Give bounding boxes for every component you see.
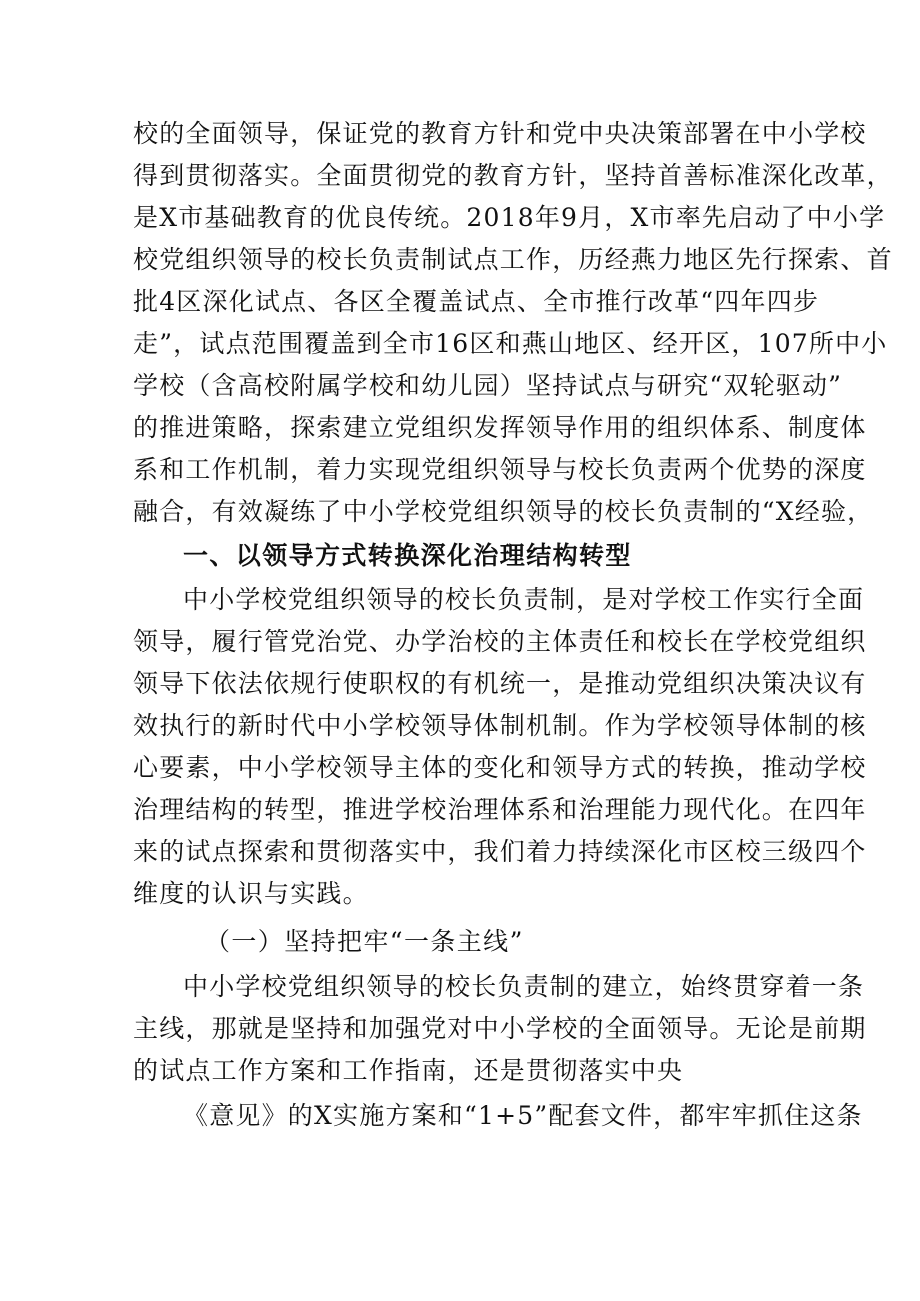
- paragraph-line: 学校（含高校附属学校和幼儿园）坚持试点与研究“双轮驱动”: [133, 371, 843, 400]
- paragraph-line: 中小学校党组织领导的校长负责制，是对学校工作实行全面: [183, 585, 865, 614]
- paragraph-line: 校党组织领导的校长负责制试点工作，历经燕力地区先行探索、首: [133, 245, 893, 274]
- paragraph-line: 主线，那就是坚持和加强党对中小学校的全面领导。无论是前期: [133, 1014, 867, 1043]
- paragraph-line: 走”，试点范围覆盖到全市16区和燕山地区、经开区，107所中小: [133, 329, 888, 358]
- paragraph-line: 领导，履行管党治党、办学治校的主体责任和校长在学校党组织: [133, 627, 867, 656]
- paragraph-line: 中小学校党组织领导的校长负责制的建立，始终贯穿着一条: [183, 972, 865, 1001]
- paragraph-line: 融合，有效凝练了中小学校党组织领导的校长负责制的“X经验，: [133, 497, 874, 526]
- section-heading: 一、以领导方式转换深化治理结构转型: [183, 541, 632, 570]
- paragraph-line: 是X市基础教育的优良传统。2018年9月，X市率先启动了中小学: [133, 203, 886, 232]
- paragraph-line: 得到贯彻落实。全面贯彻党的教育方针，坚持首善标准深化改革，: [133, 161, 893, 190]
- paragraph-line: 领导下依法依规行使职权的有机统一，是推动党组织决策决议有: [133, 669, 867, 698]
- paragraph-line: 维度的认识与实践。: [133, 879, 369, 908]
- subsection-heading: （一）坚持把牢“一条主线”: [205, 927, 524, 956]
- paragraph-line: 的推进策略，探索建立党组织发挥领导作用的组织体系、制度体: [133, 413, 867, 442]
- paragraph-line: 校的全面领导，保证党的教育方针和党中央决策部署在中小学校: [133, 119, 867, 148]
- paragraph-line: 《意见》的X实施方案和“1+5”配套文件，都牢牢抓住这条: [183, 1101, 863, 1130]
- paragraph-line: 系和工作机制，着力实现党组织领导与校长负责两个优势的深度: [133, 455, 867, 484]
- paragraph-line: 来的试点探索和贯彻落实中，我们着力持续深化市区校三级四个: [133, 837, 867, 866]
- paragraph-line: 效执行的新时代中小学校领导体制机制。作为学校领导体制的核: [133, 711, 867, 740]
- paragraph-line: 的试点工作方案和工作指南，还是贯彻落实中央: [133, 1056, 684, 1085]
- paragraph-line: 批4区深化试点、各区全覆盖试点、全市推行改革“四年四步: [133, 287, 820, 316]
- paragraph-line: 心要素，中小学校领导主体的变化和领导方式的转换，推动学校: [133, 753, 867, 782]
- paragraph-line: 治理结构的转型，推进学校治理体系和治理能力现代化。在四年: [133, 795, 867, 824]
